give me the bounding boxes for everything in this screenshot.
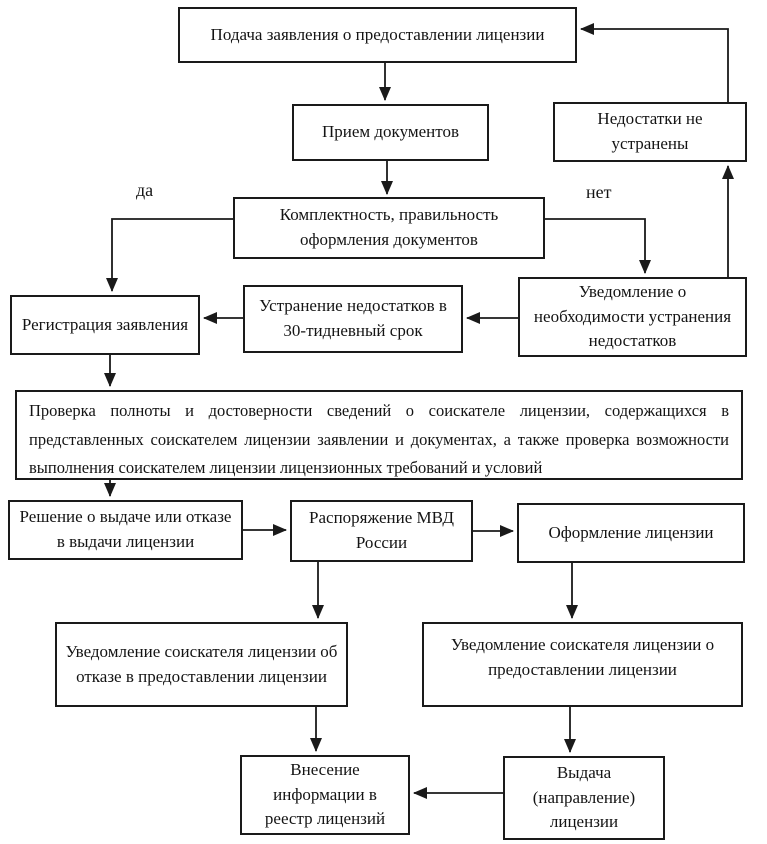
node-license-registration: Оформление лицензии bbox=[517, 503, 745, 563]
node-defects-elimination: Устранение недостатков в 30-тидневный срок bbox=[243, 285, 463, 353]
node-documents-acceptance: Прием документов bbox=[292, 104, 489, 161]
node-application-submission: Подача заявления о предоставлении лицензии bbox=[178, 7, 577, 63]
label-no: нет bbox=[586, 182, 612, 202]
node-refusal-notification: Уведомление соискателя лицензии об отказе в предоставлении лицензии bbox=[55, 622, 348, 707]
node-completeness-check: Комплектность, правильность оформления документов bbox=[233, 197, 545, 259]
label-yes: да bbox=[136, 180, 154, 200]
node-mvd-order: Распоряжение МВД России bbox=[290, 500, 473, 562]
node-issue-decision: Решение о выдаче или отказе в выдачи лицензии bbox=[8, 500, 243, 560]
edge-check-no-to-notification bbox=[545, 219, 645, 273]
node-application-registration: Регистрация заявления bbox=[10, 295, 200, 355]
edge-check-yes-to-registration bbox=[112, 219, 233, 291]
node-grant-notification: Уведомление соискателя лицензии о предоставлении лицензии bbox=[422, 622, 743, 707]
node-defects-not-fixed: Недостатки не устранены bbox=[553, 102, 747, 162]
node-data-verification: Проверка полноты и достоверности сведений о соискателе лицензии, содержащихся в представленных соискателем лицензии заявлении и документах, а также проверка возможности выполнения соискателем лицензии лицензионных требований и условий bbox=[15, 390, 743, 480]
edge-notfixed-to-submission bbox=[581, 29, 728, 102]
node-registry-entry: Внесение информации в реестр лицензий bbox=[240, 755, 410, 835]
node-license-issue: Выдача (направление) лицензии bbox=[503, 756, 665, 840]
node-defects-notification: Уведомление о необходимости устранения недостатков bbox=[518, 277, 747, 357]
